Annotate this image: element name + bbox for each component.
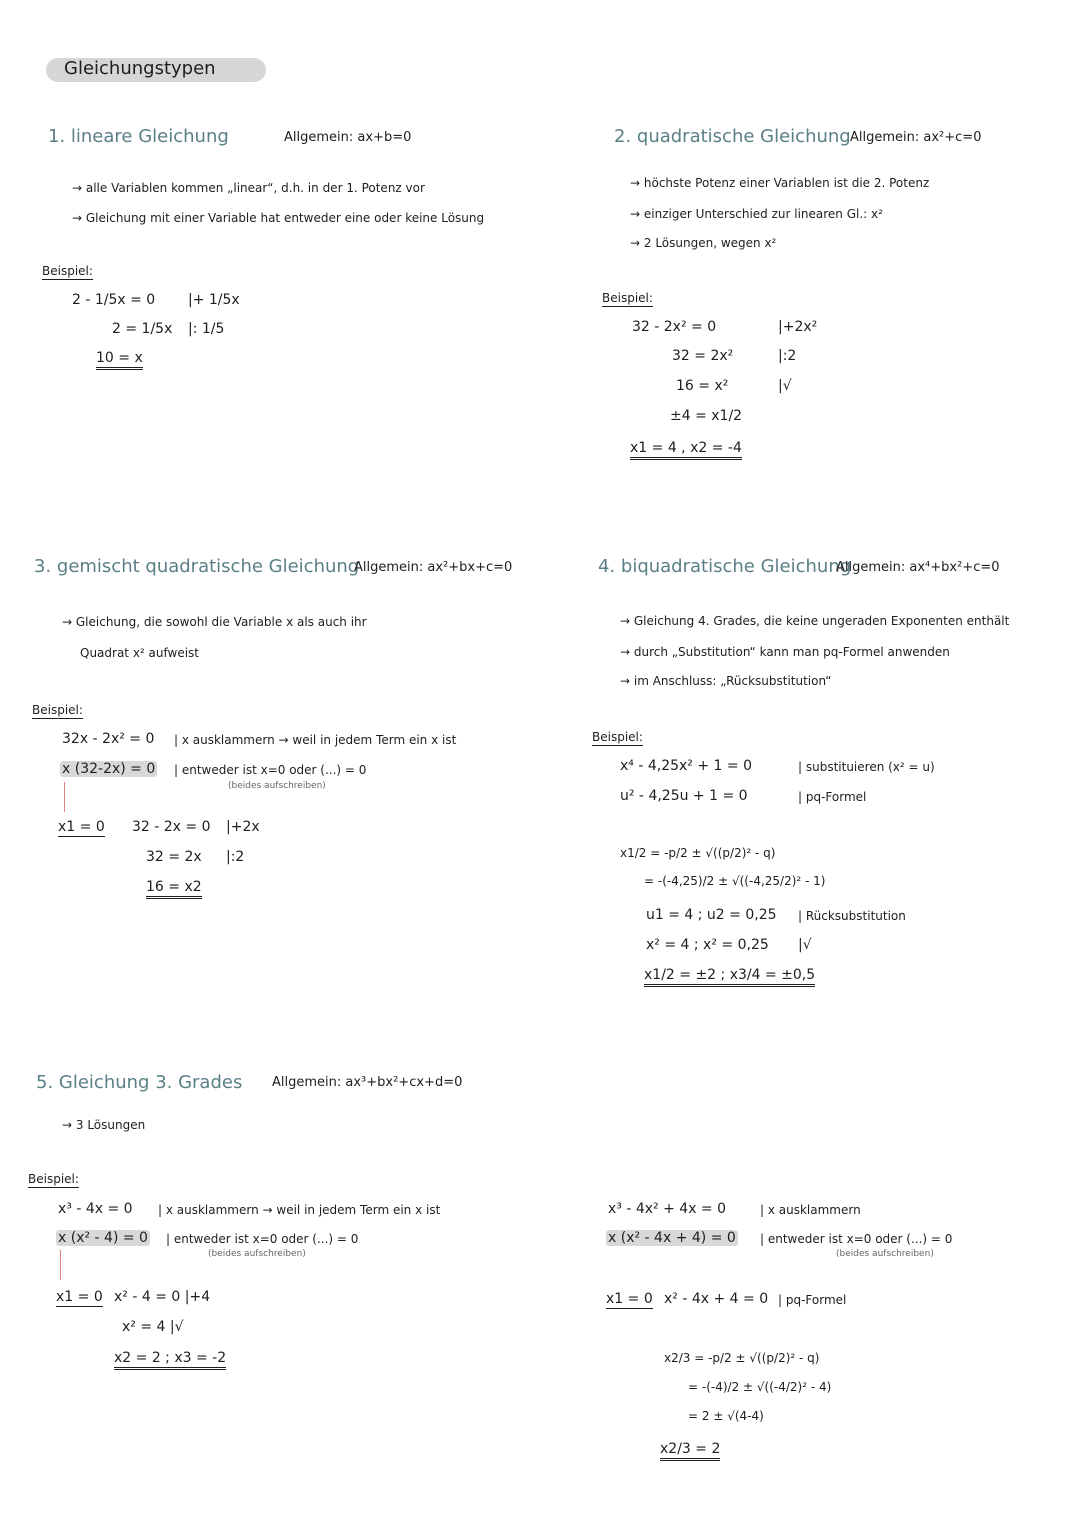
- s1-op-1: |+ 1/5x: [188, 292, 240, 308]
- s3-note-2: Quadrat x² aufweist: [80, 646, 200, 660]
- s5b-result: x2/3 = 2: [660, 1441, 720, 1461]
- s3-note-1: → Gleichung, die sowohl die Variable x als auch ihr: [62, 615, 367, 629]
- s3-line-3: 32 - 2x = 0: [132, 819, 211, 835]
- s3-arrow: [64, 782, 65, 812]
- s1-title: 1. lineare Gleichung: [48, 126, 229, 147]
- s3-op-1: | x ausklammern → weil in jedem Term ein x ist: [174, 733, 457, 747]
- s5b-line-3: x² - 4x + 4 = 0: [664, 1291, 769, 1307]
- s4-op-4: |√: [798, 937, 812, 953]
- s1-line-1: 2 - 1/5x = 0: [72, 292, 156, 308]
- s4-op-2: | pq-Formel: [798, 790, 867, 804]
- s1-op-2: |: 1/5: [188, 321, 225, 337]
- s4-title: 4. biquadratische Gleichung: [598, 556, 852, 577]
- s3-op-2: | entweder ist x=0 oder (...) = 0: [174, 763, 367, 777]
- s2-note-3: → 2 Lösungen, wegen x²: [630, 236, 777, 250]
- s4-line-2: u² - 4,25u + 1 = 0: [620, 788, 748, 804]
- s4-note-2: → durch „Substitution“ kann man pq-Formel anwenden: [620, 645, 950, 659]
- s2-op-3: |√: [778, 378, 792, 394]
- s5-title: 5. Gleichung 3. Grades: [36, 1072, 243, 1093]
- s5-example-label: Beispiel:: [28, 1172, 79, 1186]
- s5b-pq-3: = 2 ± √(4-4): [688, 1409, 764, 1423]
- s5b-op-2-sub: (beides aufschreiben): [836, 1249, 934, 1259]
- s5a-op-1: | x ausklammern → weil in jedem Term ein x ist: [158, 1203, 441, 1217]
- s5b-line-2: [606, 1230, 738, 1246]
- s2-op-1: |+2x²: [778, 319, 818, 335]
- s3-example-label: Beispiel:: [32, 703, 83, 717]
- page-title: Gleichungstypen: [64, 58, 216, 79]
- s3-op-2-sub: (beides aufschreiben): [228, 781, 326, 791]
- s4-general: Allgemein: ax⁴+bx²+c=0: [836, 560, 1000, 575]
- s5a-line-2: [56, 1230, 150, 1246]
- s5a-factor: x (x² - 4) = 0: [58, 1230, 148, 1246]
- s2-example-label: Beispiel:: [602, 291, 653, 305]
- s3-op-3: |+2x: [226, 819, 260, 835]
- s3-line-4: 32 = 2x: [146, 849, 202, 865]
- s1-general: Allgemein: ax+b=0: [284, 130, 412, 145]
- s5a-x1: x1 = 0: [56, 1289, 103, 1305]
- s2-line-1: 32 - 2x² = 0: [632, 319, 717, 335]
- s5b-x1: x1 = 0: [606, 1291, 653, 1307]
- s5-general: Allgemein: ax³+bx²+cx+d=0: [272, 1075, 463, 1090]
- s4-u-line: u1 = 4 ; u2 = 0,25: [646, 907, 777, 923]
- s3-result: 16 = x2: [146, 879, 202, 899]
- s3-line-1: 32x - 2x² = 0: [62, 731, 155, 747]
- s1-note-1: → alle Variablen kommen „linear“, d.h. in der 1. Potenz vor: [72, 181, 425, 195]
- s1-note-2: → Gleichung mit einer Variable hat entweder eine oder keine Lösung: [72, 211, 485, 225]
- s2-op-2: |:2: [778, 348, 797, 364]
- s3-title: 3. gemischt quadratische Gleichung: [34, 556, 360, 577]
- s3-x1: x1 = 0: [58, 819, 105, 835]
- s3-factor: x (32-2x) = 0: [62, 761, 156, 777]
- s4-x2-line: x² = 4 ; x² = 0,25: [646, 937, 769, 953]
- s1-result: 10 = x: [96, 350, 143, 370]
- s5b-pq-2: = -(-4)/2 ± √((-4/2)² - 4): [688, 1380, 832, 1394]
- s5b-op-3: | pq-Formel: [778, 1293, 847, 1307]
- s5b-pq-1: x2/3 = -p/2 ± √((p/2)² - q): [664, 1351, 820, 1365]
- s2-title: 2. quadratische Gleichung: [614, 126, 851, 147]
- s2-line-2: 32 = 2x²: [672, 348, 734, 364]
- s2-line-4: ±4 = x1/2: [670, 408, 743, 424]
- s4-pq-1: x1/2 = -p/2 ± √((p/2)² - q): [620, 846, 776, 860]
- s4-op-3: | Rücksubstitution: [798, 909, 906, 923]
- s5b-factor: x (x² - 4x + 4) = 0: [608, 1230, 736, 1246]
- s2-note-2: → einziger Unterschied zur linearen Gl.: x²: [630, 207, 883, 221]
- s3-line-2: [60, 761, 157, 777]
- s4-result: x1/2 = ±2 ; x3/4 = ±0,5: [644, 967, 815, 987]
- s5a-arrow: [60, 1250, 61, 1280]
- s5a-op-2-sub: (beides aufschreiben): [208, 1249, 306, 1259]
- s4-pq-2: = -(-4,25)/2 ± √((-4,25/2)² - 1): [644, 874, 826, 888]
- s5a-line-1: x³ - 4x = 0: [58, 1201, 133, 1217]
- s5-note: → 3 Lösungen: [62, 1118, 146, 1132]
- s5b-op-1: | x ausklammern: [760, 1203, 861, 1217]
- s4-note-1: → Gleichung 4. Grades, die keine ungeraden Exponenten enthält: [620, 614, 1010, 628]
- s1-example-label: Beispiel:: [42, 264, 93, 278]
- s4-example-label: Beispiel:: [592, 730, 643, 744]
- s5a-op-2: | entweder ist x=0 oder (...) = 0: [166, 1232, 359, 1246]
- s5a-line-4: x² = 4 |√: [122, 1319, 184, 1335]
- s1-line-2: 2 = 1/5x: [112, 321, 173, 337]
- s2-line-3: 16 = x²: [676, 378, 729, 394]
- s4-note-3: → im Anschluss: „Rücksubstitution“: [620, 674, 832, 688]
- s3-op-4: |:2: [226, 849, 245, 865]
- s5b-line-1: x³ - 4x² + 4x = 0: [608, 1201, 727, 1217]
- s5b-op-2: | entweder ist x=0 oder (...) = 0: [760, 1232, 953, 1246]
- s5a-result: x2 = 2 ; x3 = -2: [114, 1350, 226, 1370]
- s5a-line-3: x² - 4 = 0 |+4: [114, 1289, 211, 1305]
- s2-result: x1 = 4 , x2 = -4: [630, 440, 742, 460]
- s2-general: Allgemein: ax²+c=0: [850, 130, 982, 145]
- s3-general: Allgemein: ax²+bx+c=0: [354, 560, 513, 575]
- s4-op-1: | substituieren (x² = u): [798, 760, 935, 774]
- s4-line-1: x⁴ - 4,25x² + 1 = 0: [620, 758, 752, 774]
- s2-note-1: → höchste Potenz einer Variablen ist die 2. Potenz: [630, 176, 930, 190]
